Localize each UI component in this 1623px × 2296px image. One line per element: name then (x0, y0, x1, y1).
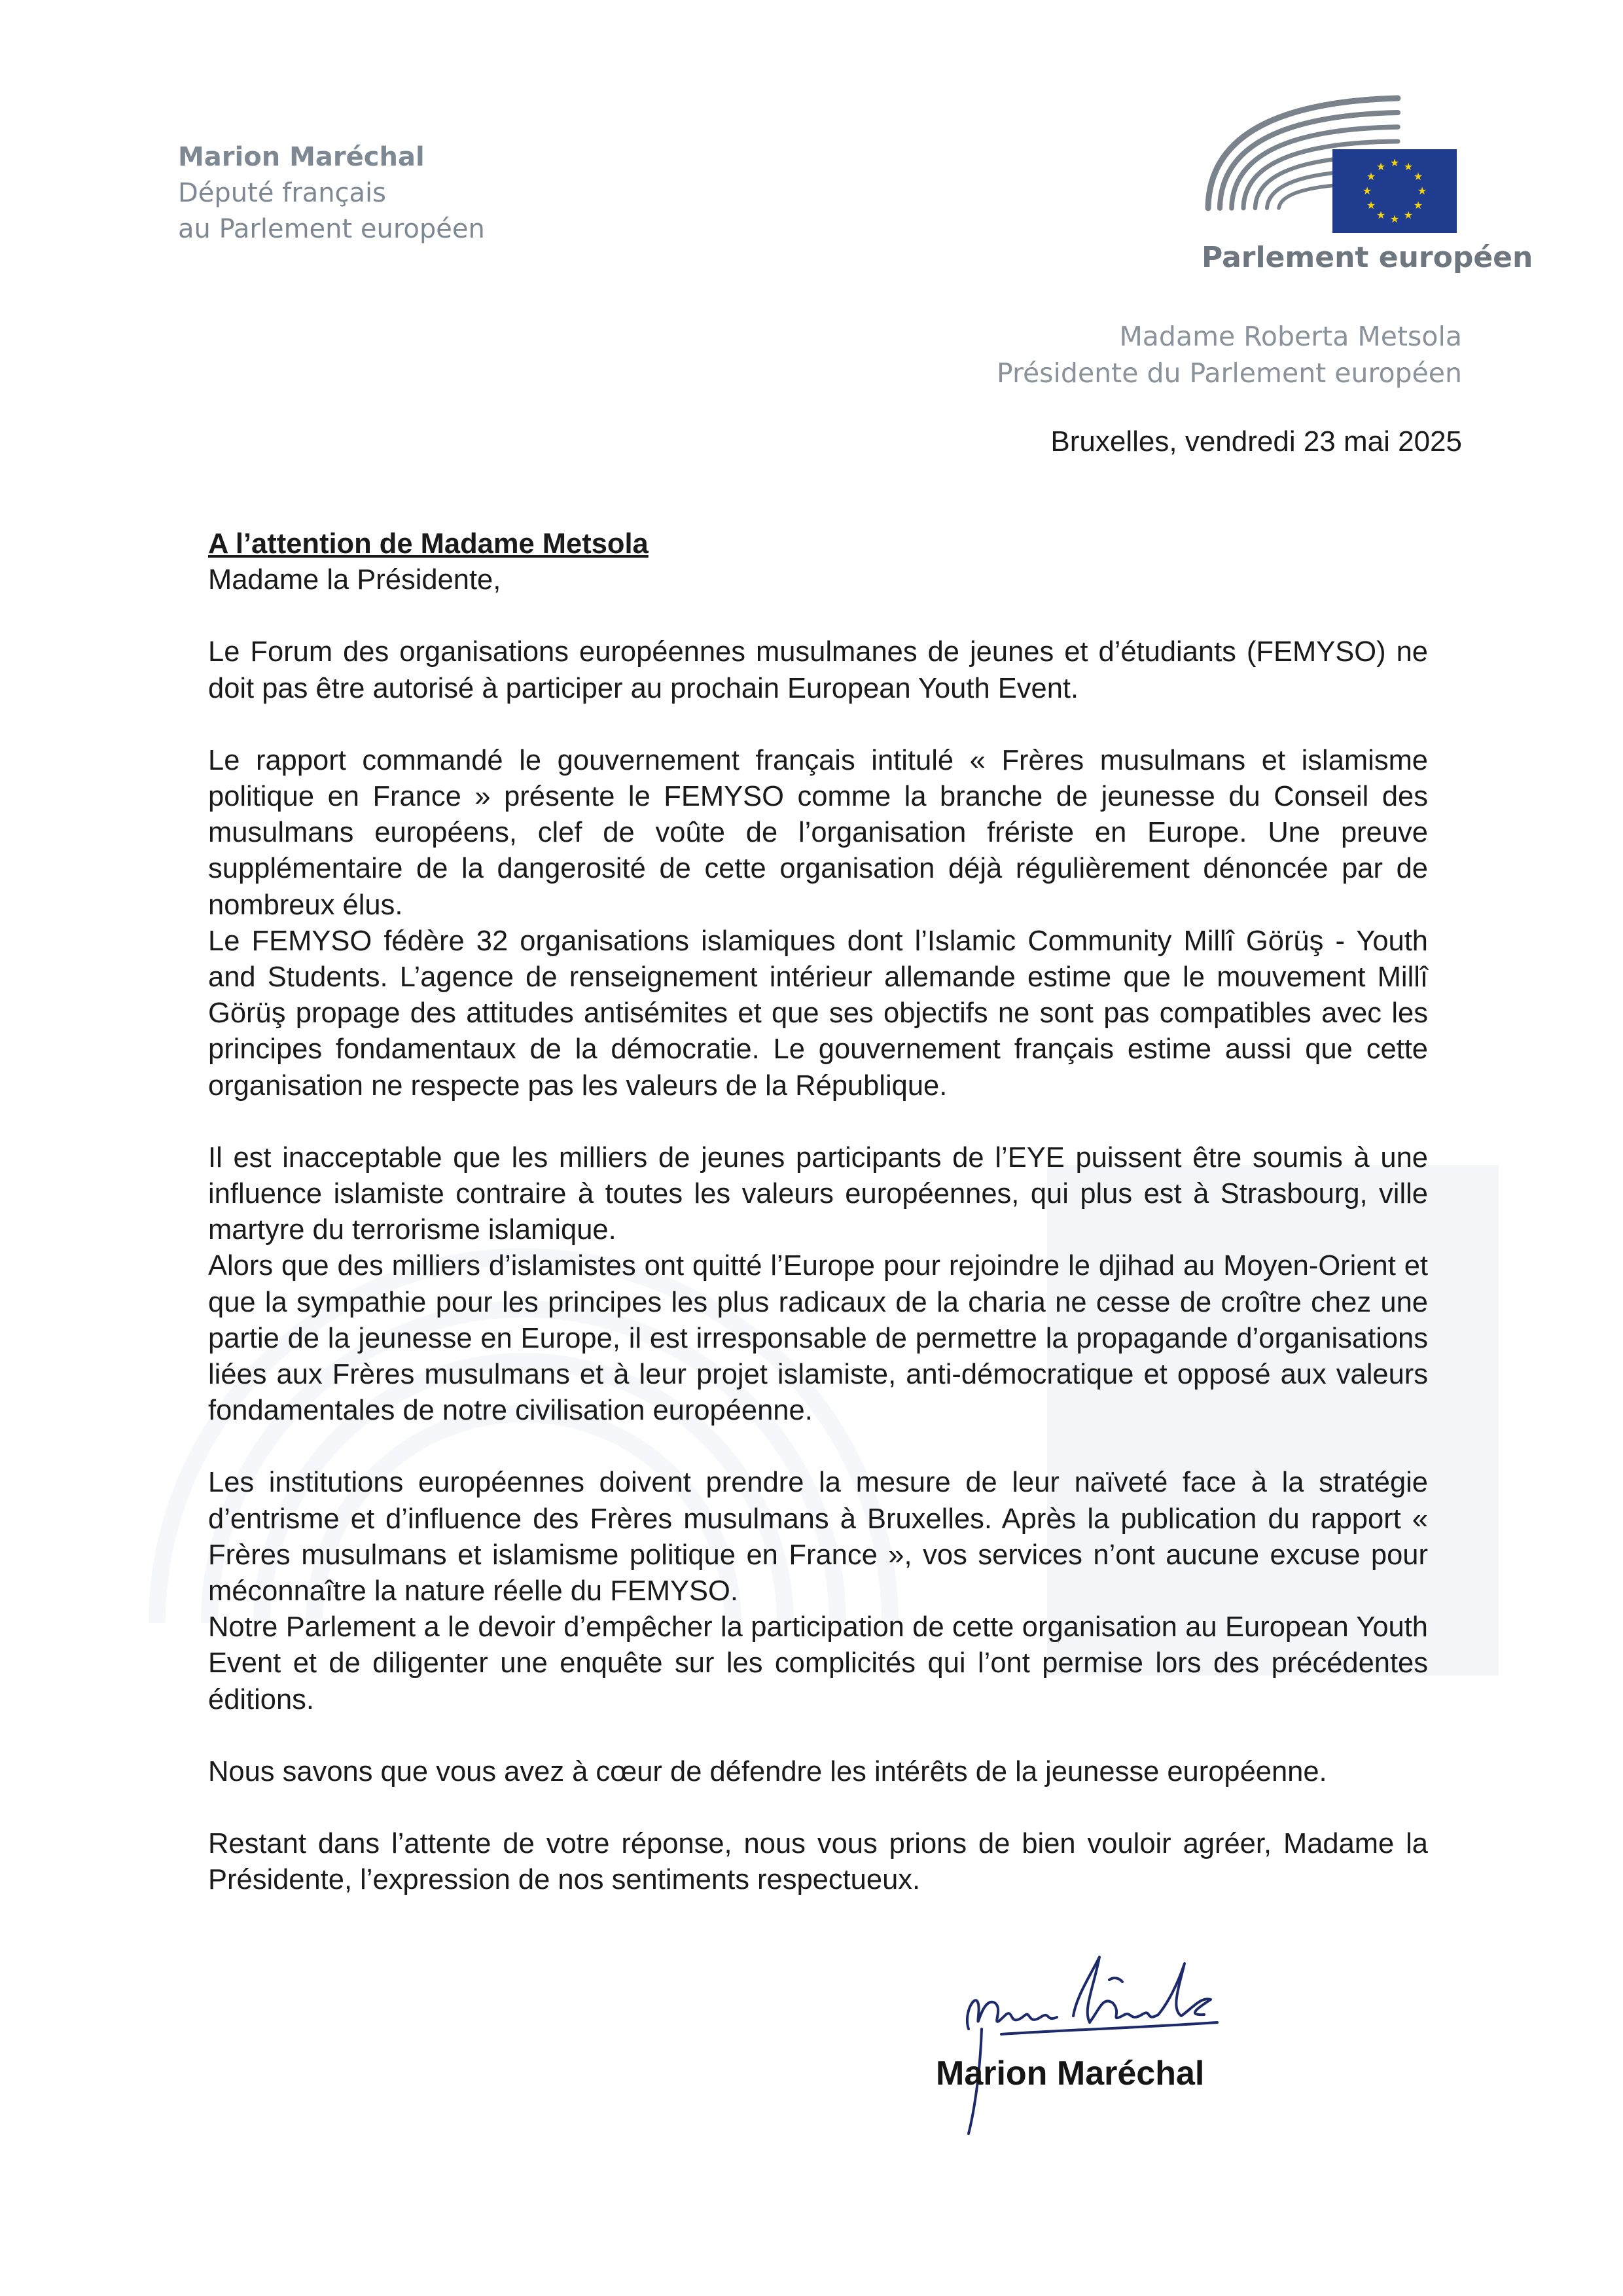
paragraph-7: Notre Parlement a le devoir d’empêcher la participation de cette organisation au European Youth Event et de diligenter une enquête sur les complicités qui l’ont permise lors des précédentes éditions. (208, 1611, 1428, 1715)
sender-block (178, 139, 485, 247)
parliament-logo (1202, 84, 1533, 280)
signatory-name: Marion Maréchal (936, 2054, 1205, 2092)
svg-text:★: ★ (1413, 170, 1423, 183)
svg-text:★: ★ (1366, 199, 1376, 211)
letter-body (208, 526, 1428, 1899)
svg-text:★: ★ (1389, 156, 1400, 169)
svg-text:★: ★ (1366, 170, 1376, 183)
svg-text:★: ★ (1403, 160, 1414, 173)
hemicycle-flag-icon (1202, 84, 1476, 241)
attention-line: A l’attention de Madame Metsola (208, 528, 649, 560)
handwritten-signature (942, 1918, 1230, 2140)
svg-text:★: ★ (1403, 209, 1414, 221)
svg-text:★: ★ (1362, 185, 1372, 197)
svg-text:★: ★ (1376, 160, 1386, 173)
paragraph-9: Restant dans l’attente de votre réponse, nous vous prions de bien vouloir agréer, Madame la Présidente, l’expression de nos sentiments respectueux. (208, 1828, 1428, 1896)
paragraph-3: Le FEMYSO fédère 32 organisations islamiques dont l’Islamic Community Millî Görüş - Youth and Students. L’agence de renseignement intérieur allemande estime que le mouvement Millî Görüş propage des attitudes antisémites et que ses objectifs ne sont pas compatibles avec les principes fondamentaux de la démocratie. Le gouvernement français estime aussi que cette organisation ne respecte pas les valeurs de la République. (208, 925, 1428, 1102)
svg-text:★: ★ (1389, 213, 1400, 225)
recipient-block (997, 318, 1462, 391)
sender-role-line1: Député français (178, 178, 387, 208)
letter-date: Bruxelles, vendredi 23 mai 2025 (1050, 425, 1462, 457)
recipient-title: Présidente du Parlement européen (997, 357, 1462, 389)
sender-name: Marion Maréchal (178, 142, 425, 172)
paragraph-5: Alors que des milliers d’islamistes ont quitté l’Europe pour rejoindre le djihad au Moyen-Orient et que la sympathie pour les principes les plus radicaux de la charia ne cesse de croître chez une partie de la jeunesse en Europe, il est irresponsable de permettre la propagande d’organisations liées aux Frères musulmans et à leur projet islamiste, anti-démocratique et opposé aux valeurs fondamentales de notre civilisation européenne. (208, 1250, 1428, 1427)
parliament-logo-text: Parlement européen (1202, 241, 1533, 274)
paragraph-6: Les institutions européennes doivent prendre la mesure de leur naïveté face à la stratégie d’entrisme et d’influence des Frères musulmans à Bruxelles. Après la publication du rapport « Frères musulmans et islamisme politique en France », vos services n’ont aucune excuse pour méconnaître la nature réelle du FEMYSO. (208, 1467, 1428, 1607)
paragraph-4: Il est inacceptable que les milliers de jeunes participants de l’EYE puissent être soumis à une influence islamiste contraire à toutes les valeurs européennes, qui plus est à Strasbourg, ville martyre du terrorisme islamique. (208, 1141, 1428, 1246)
salutation: Madame la Présidente, (208, 564, 501, 596)
paragraph-2: Le rapport commandé le gouvernement français intitulé « Frères musulmans et islamisme politique en France » présente le FEMYSO comme la branche de jeunesse du Conseil des musulmans européens, clef de voûte de l’organisation fréristе en Europe. Une preuve supplémentaire de la dangerosité de cette organisation déjà régulièrement dénoncée par de nombreux élus. (208, 744, 1428, 921)
sender-role-line2: au Parlement européen (178, 214, 485, 244)
paragraph-8: Nous savons que vous avez à cœur de défendre les intérêts de la jeunesse européenne. (208, 1755, 1327, 1787)
svg-text:★: ★ (1413, 199, 1423, 211)
paragraph-1: Le Forum des organisations européennes musulmanes de jeunes et d’étudiants (FEMYSO) ne doit pas être autorisé à participer au prochain European Youth Event. (208, 636, 1428, 704)
recipient-name: Madame Roberta Metsola (1119, 321, 1462, 352)
svg-text:★: ★ (1376, 209, 1386, 221)
svg-text:★: ★ (1417, 185, 1427, 197)
